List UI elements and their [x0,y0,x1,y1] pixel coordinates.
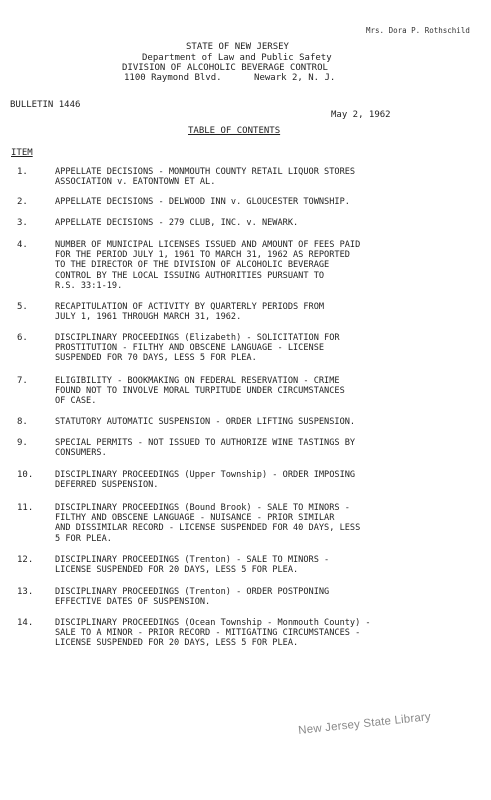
item-number: 14. [17,618,34,628]
library-stamp: New Jersey State Library [297,711,432,737]
item-number: 6. [17,333,28,343]
item-text: ELIGIBILITY - BOOKMAKING ON FEDERAL RESERVATION - CRIME FOUND NOT TO INVOLVE MORAL TURPITUDE UNDER CIRCUMSTANCES OF CASE. [55,376,345,407]
header-department: Department of Law and Public Safety [142,53,332,63]
item-text: DISCIPLINARY PROCEEDINGS (Trenton) - SALE TO MINORS - LICENSE SUSPENDED FOR 20 DAYS, LESS 5 FOR PLEA. [55,555,330,576]
item-number: 8. [17,417,28,427]
item-text: APPELLATE DECISIONS - MONMOUTH COUNTY RETAIL LIQUOR STORES ASSOCIATION v. EATONTOWN ET AL. [55,167,356,188]
item-text: DISCIPLINARY PROCEEDINGS (Bound Brook) - SALE TO MINORS - FILTHY AND OBSCENE LANGUAGE - NUISANCE - PRIOR SIMILAR AND DISSIMILAR RECORD - LICENSE SUSPENDED FOR 40 DAYS, LESS 5 FOR PLEA. [55,503,361,544]
item-text: APPELLATE DECISIONS - 279 CLUB, INC. v. NEWARK. [55,218,299,228]
item-number: 7. [17,376,28,386]
item-number: 3. [17,218,28,228]
header-state: STATE OF NEW JERSEY [186,42,289,52]
item-text: NUMBER OF MUNICIPAL LICENSES ISSUED AND AMOUNT OF FEES PAID FOR THE PERIOD JULY 1, 1961 TO MARCH 31, 1962 AS REPORTED TO THE DIRECTOR OF THE DIVISION OF ALCOHOLIC BEVERAGE CONTROL BY THE LOCAL ISSUING AUTHORITIES PURSUANT TO R.S. 33:1-19. [55,240,361,291]
bulletin-number: BULLETIN 1446 [10,100,81,110]
header-division: DIVISION OF ALCOHOLIC BEVERAGE CONTROL [122,63,328,73]
item-heading: ITEM [11,148,33,158]
item-number: 5. [17,302,28,312]
item-text: APPELLATE DECISIONS - DELWOOD INN v. GLOUCESTER TOWNSHIP. [55,197,350,207]
item-number: 13. [17,587,34,597]
item-text: DISCIPLINARY PROCEEDINGS (Trenton) - ORDER POSTPONING EFFECTIVE DATES OF SUSPENSION. [55,587,330,608]
item-text: STATUTORY AUTOMATIC SUSPENSION - ORDER LIFTING SUSPENSION. [55,417,356,427]
item-text: RECAPITULATION OF ACTIVITY BY QUARTERLY PERIODS FROM JULY 1, 1961 THROUGH MARCH 31, 1962. [55,302,325,323]
item-text: SPECIAL PERMITS - NOT ISSUED TO AUTHORIZE WINE TASTINGS BY CONSUMERS. [55,438,356,459]
item-text: DISCIPLINARY PROCEEDINGS (Upper Township) - ORDER IMPOSING DEFERRED SUSPENSION. [55,470,356,491]
header-address: 1100 Raymond Blvd. Newark 2, N. J. [124,73,336,83]
item-number: 12. [17,555,34,565]
item-number: 1. [17,167,28,177]
item-text: DISCIPLINARY PROCEEDINGS (Ocean Township - Monmouth County) - SALE TO A MINOR - PRIOR RECORD - MITIGATING CIRCUMSTANCES - LICENSE SUSPENDED FOR 20 DAYS, LESS 5 FOR PLEA. [55,618,371,649]
item-number: 2. [17,197,28,207]
bulletin-date: May 2, 1962 [331,110,391,120]
item-number: 9. [17,438,28,448]
item-text: DISCIPLINARY PROCEEDINGS (Elizabeth) - SOLICITATION FOR PROSTITUTION - FILTHY AND OBSCENE LANGUAGE - LICENSE SUSPENDED FOR 70 DAYS, LESS 5 FOR PLEA. [55,333,340,364]
item-number: 4. [17,240,28,250]
item-number: 10. [17,470,34,480]
toc-title: TABLE OF CONTENTS [188,126,281,136]
recipient-name: Mrs. Dora P. Rothschild [366,26,470,35]
item-number: 11. [17,503,34,513]
